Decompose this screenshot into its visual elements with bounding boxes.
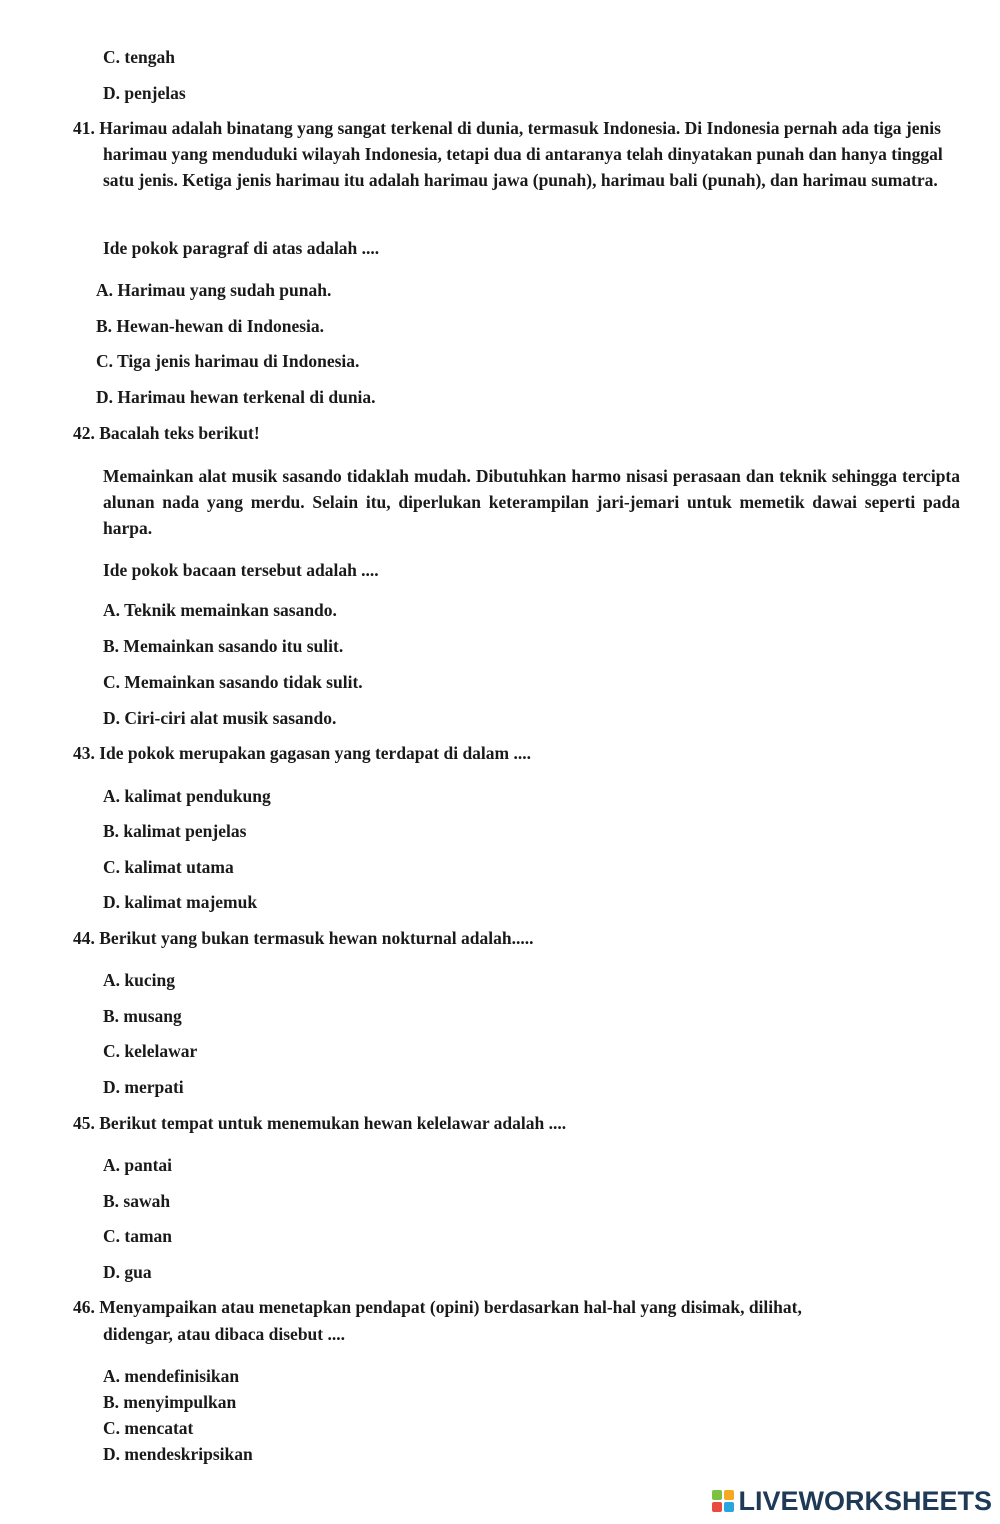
question-43-option-d: D. kalimat majemuk [103,892,258,912]
question-42-prompt: Ide pokok bacaan tersebut adalah .... [103,560,379,580]
question-46-option-c: C. mencatat [103,1418,194,1438]
question-43-option-a: A. kalimat pendukung [103,786,271,806]
logo-tile-1 [712,1490,722,1500]
question-45-option-c: C. taman [103,1226,173,1246]
liveworksheets-logo-text: LIVEWORKSHEETS [738,1485,992,1516]
question-42-passage: Memainkan alat musik sasando tidaklah mudah. Dibutuhkan harmo nisasi perasaan dan teknik sehingga tercipta alunan nada yang merdu. Selain itu, diperlukan keterampilan jari-jemari untuk memetik dawai seperti pada harpa. [103,466,960,538]
question-42-option-d: D. Ciri-ciri alat musik sasando. [103,708,337,728]
question-46-line-1: 46. Menyampaikan atau menetapkan pendapat (opini) berdasarkan hal-hal yang disimak, dilihat, [73,1297,802,1317]
logo-tile-2 [724,1490,734,1500]
logo-tile-4 [724,1502,734,1512]
question-45-option-d: D. gua [103,1262,152,1282]
logo-tile-3 [712,1502,722,1512]
question-45: 45. Berikut tempat untuk menemukan hewan kelelawar adalah .... [73,1113,567,1133]
question-46-line-2: didengar, atau dibaca disebut .... [103,1324,345,1344]
question-42-option-b: B. Memainkan sasando itu sulit. [103,636,344,656]
question-46-option-d: D. mendeskripsikan [103,1444,253,1464]
question-45-option-b: B. sawah [103,1191,171,1211]
question-41: 41. Harimau adalah binatang yang sangat terkenal di dunia, termasuk Indonesia. Di Indonesia pernah ada tiga jenis harimau yang menduduki wilayah Indonesia, tetapi dua di antaranya telah dinyatakan punah dan hanya tinggal satu jenis. Ketiga jenis harimau itu adalah harimau jawa (punah), harimau bali (punah), dan harimau sumatra. [73,118,943,190]
question-45-option-a: A. pantai [103,1155,173,1175]
question-44-option-b: B. musang [103,1006,182,1026]
question-41-prompt: Ide pokok paragraf di atas adalah .... [103,238,380,258]
question-43-option-b: B. kalimat penjelas [103,821,247,841]
question-42-option-c: C. Memainkan sasando tidak sulit. [103,672,363,692]
question-46-option-a: A. mendefinisikan [103,1366,240,1386]
question-43-option-c: C. kalimat utama [103,857,234,877]
liveworksheets-grid-icon [712,1490,734,1512]
option-prev-d: D. penjelas [103,83,186,103]
liveworksheets-logo[interactable] [712,1486,992,1516]
question-41-option-b: B. Hewan-hewan di Indonesia. [96,316,325,336]
question-41-option-a: A. Harimau yang sudah punah. [96,280,332,300]
question-43: 43. Ide pokok merupakan gagasan yang terdapat di dalam .... [73,743,531,763]
question-41-option-c: C. Tiga jenis harimau di Indonesia. [96,351,360,371]
question-44-option-a: A. kucing [103,970,175,990]
question-41-option-d: D. Harimau hewan terkenal di dunia. [96,387,376,407]
question-42-option-a: A. Teknik memainkan sasando. [103,600,337,620]
option-prev-c: C. tengah [103,47,175,67]
question-44-option-c: C. kelelawar [103,1041,198,1061]
question-42: 42. Bacalah teks berikut! [73,423,260,443]
question-44-option-d: D. merpati [103,1077,184,1097]
question-46-option-b: B. menyimpulkan [103,1392,237,1412]
question-44: 44. Berikut yang bukan termasuk hewan nokturnal adalah..... [73,928,534,948]
